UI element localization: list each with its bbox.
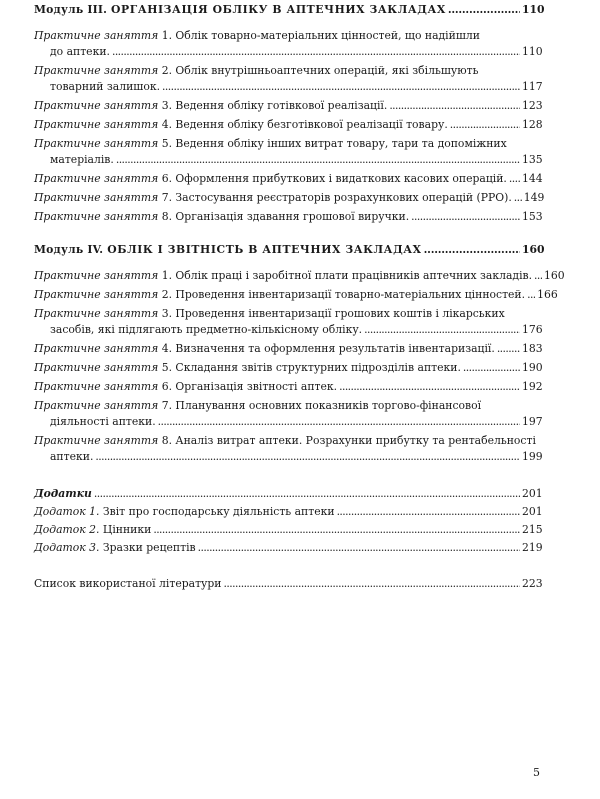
entry-title: 4. Визначення та оформлення результатів інвентаризації. [161, 342, 495, 355]
entry-page: 123 [522, 99, 543, 112]
entry-text [34, 98, 387, 114]
entry-label: Практичне заняття [34, 399, 159, 412]
entry-page: 197 [522, 415, 543, 428]
entry-title: 8. Аналіз витрат аптеки. Розрахунки прибутку та рентабельності [161, 434, 536, 447]
entry-title-cont: діяльності аптеки. [50, 415, 156, 428]
entry-title: 2. Проведення інвентаризації товарно-матеріальних цінностей. [161, 288, 526, 301]
entry-line [34, 117, 543, 133]
toc-entry[interactable] [34, 341, 543, 357]
entry-text [34, 209, 409, 225]
dot-leader [162, 79, 520, 95]
module-page: 160 [522, 243, 545, 256]
entry-last-line [34, 44, 543, 60]
toc-entry[interactable] [34, 209, 543, 225]
dot-leader [116, 152, 520, 168]
appendix-item-label: Додаток 3. [34, 541, 100, 554]
appendix-item-page: 219 [522, 541, 543, 554]
entry-first-line [34, 136, 540, 152]
module-heading[interactable] [34, 242, 545, 258]
appendix-item[interactable] [34, 522, 543, 538]
entry-label: Практичне заняття [34, 29, 159, 42]
dot-leader [534, 268, 542, 284]
dot-leader [339, 379, 520, 395]
entry-page: 199 [522, 450, 543, 463]
entry-label: Практичне заняття [34, 191, 159, 204]
entry-title-cont: аптеки. [50, 450, 94, 463]
dot-leader [509, 171, 520, 187]
toc-entry[interactable] [34, 398, 543, 430]
appendix-heading[interactable] [34, 486, 543, 502]
entry-title: 1. Облік праці і заробітної плати працівників аптечних закладів. [161, 269, 533, 282]
entry-title: 5. Складання звітів структурних підрозділів аптеки. [161, 361, 461, 374]
entry-page: 153 [522, 210, 543, 223]
entry-page: 144 [522, 172, 543, 185]
entry-text [34, 341, 495, 357]
entry-last-line [34, 322, 543, 338]
entry-page: 176 [522, 323, 543, 336]
entry-title: 3. Проведення інвентаризації грошових коштів і лікарських [161, 307, 505, 320]
entry-label: Практичне заняття [34, 269, 159, 282]
dot-leader [224, 576, 520, 592]
entry-last-line [34, 414, 543, 430]
entry-title: 4. Ведення обліку безготівкової реалізації товару. [161, 118, 448, 131]
module-title [34, 2, 446, 18]
dot-leader [497, 341, 520, 357]
entry-title: 3. Ведення обліку готівкової реалізації. [161, 99, 388, 112]
dot-leader [337, 504, 520, 520]
entry-line [34, 268, 565, 284]
entry-last-line [34, 79, 543, 95]
toc-entry[interactable] [34, 287, 558, 303]
dot-leader [158, 414, 520, 430]
entry-label: Практичне заняття [34, 307, 159, 320]
references-entry[interactable] [34, 576, 543, 592]
entry-line [34, 171, 543, 187]
entry-title-cont: до аптеки. [50, 45, 110, 58]
entry-label: Практичне заняття [34, 99, 159, 112]
entry-label: Практичне заняття [34, 210, 159, 223]
appendix-page: 201 [522, 487, 543, 500]
entry-text [34, 268, 532, 284]
entry-title: 6. Оформлення прибуткових і видаткових касових операцій. [161, 172, 507, 185]
entry-label: Практичне заняття [34, 118, 159, 131]
appendix-item-page: 215 [522, 523, 543, 536]
dot-leader [448, 2, 520, 18]
entry-title: 1. Облік товарно-матеріальних цінностей, що надійшли [161, 29, 480, 42]
toc-entry[interactable] [34, 360, 543, 376]
entry-page: 128 [522, 118, 543, 131]
toc-entry[interactable] [34, 63, 543, 95]
appendix-item-text [34, 504, 335, 520]
module-number: Модуль III. [34, 3, 108, 16]
entry-label: Практичне заняття [34, 172, 159, 185]
entry-title: 8. Організація здавання грошової виручки. [161, 210, 410, 223]
entry-text [34, 379, 337, 395]
dot-leader [364, 322, 520, 338]
appendix-title: Додатки [34, 487, 92, 500]
toc-entry[interactable] [34, 433, 543, 465]
module-page: 110 [522, 3, 545, 16]
entry-label: Практичне заняття [34, 342, 159, 355]
entry-page: 166 [537, 288, 558, 301]
dot-leader [463, 360, 520, 376]
dot-leader [424, 242, 520, 258]
module-number: Модуль IV. [34, 243, 104, 256]
entry-text [34, 360, 461, 376]
toc-entry[interactable] [34, 28, 543, 60]
toc-entry[interactable] [34, 379, 543, 395]
entry-page: 117 [522, 80, 543, 93]
appendix-item-title: Зразки рецептів [102, 541, 196, 554]
entry-line [34, 287, 558, 303]
references-title: Список використаної літератури [34, 577, 222, 590]
dot-leader [389, 98, 520, 114]
dot-leader [153, 522, 520, 538]
entry-line [34, 341, 543, 357]
appendix-item[interactable] [34, 504, 543, 520]
entry-label: Практичне заняття [34, 137, 159, 150]
entry-title: 6. Організація звітності аптек. [161, 380, 338, 393]
entry-line [34, 98, 543, 114]
dot-leader [527, 287, 535, 303]
appendix-item-label: Додаток 1. [34, 505, 100, 518]
module-name: ОРГАНІЗАЦІЯ ОБЛІКУ В АПТЕЧНИХ ЗАКЛАДАХ [111, 3, 446, 16]
entry-first-line [34, 433, 540, 449]
entry-title: 7. Застосування реєстраторів розрахункових операцій (РРО). [161, 191, 512, 204]
entry-line [34, 209, 543, 225]
entry-title-cont: матеріалів. [50, 153, 114, 166]
entry-page: 160 [544, 269, 565, 282]
entry-label: Практичне заняття [34, 434, 159, 447]
entry-page: 190 [522, 361, 543, 374]
dot-leader [94, 486, 520, 502]
entry-title: 2. Облік внутрішньоаптечних операцій, які збільшують [161, 64, 479, 77]
appendix-item-text [34, 522, 151, 538]
toc-entry[interactable] [34, 117, 543, 133]
entry-line [34, 379, 543, 395]
appendix-item-title: Цінники [102, 523, 152, 536]
entry-line [34, 190, 545, 206]
module-heading[interactable] [34, 2, 545, 18]
entry-first-line [34, 306, 540, 322]
dot-leader [514, 190, 522, 206]
entry-line [34, 360, 543, 376]
toc-entry[interactable] [34, 306, 543, 338]
module-name: ОБЛІК І ЗВІТНІСТЬ В АПТЕЧНИХ ЗАКЛАДАХ [107, 243, 422, 256]
module-title [34, 242, 422, 258]
entry-last-line [34, 152, 543, 168]
entry-first-line [34, 398, 540, 414]
dot-leader [198, 540, 520, 556]
appendix-item-title: Звіт про господарську діяльність аптеки [102, 505, 335, 518]
entry-first-line [34, 28, 540, 44]
entry-text [34, 117, 448, 133]
entry-page: 192 [522, 380, 543, 393]
toc-entry[interactable] [34, 268, 565, 284]
toc-entry[interactable] [34, 171, 543, 187]
appendix-item[interactable] [34, 540, 543, 556]
entry-title: 7. Планування основних показників торгово-фінансової [161, 399, 482, 412]
entry-title: 5. Ведення обліку інших витрат товару, тари та допоміжних [161, 137, 507, 150]
toc-entry[interactable] [34, 98, 543, 114]
entry-page: 183 [522, 342, 543, 355]
dot-leader [95, 449, 520, 465]
dot-leader [112, 44, 520, 60]
table-of-contents [34, 0, 565, 592]
entry-first-line [34, 63, 540, 79]
entry-page: 149 [523, 191, 545, 204]
entry-label: Практичне заняття [34, 380, 159, 393]
dot-leader [411, 209, 520, 225]
entry-label: Практичне заняття [34, 64, 159, 77]
toc-entry[interactable] [34, 136, 543, 168]
page-number: 5 [533, 766, 540, 779]
references-page: 223 [522, 577, 543, 590]
entry-text [34, 190, 512, 206]
appendix-item-label: Додаток 2. [34, 523, 100, 536]
dot-leader [450, 117, 520, 133]
entry-text [34, 287, 525, 303]
entry-label: Практичне заняття [34, 288, 159, 301]
entry-label: Практичне заняття [34, 361, 159, 374]
appendix-item-page: 201 [522, 505, 543, 518]
entry-title-cont: товарний залишок. [50, 80, 161, 93]
entry-page: 110 [522, 45, 543, 58]
toc-entry[interactable] [34, 190, 545, 206]
appendix-item-text [34, 540, 196, 556]
entry-page: 135 [522, 153, 543, 166]
entry-text [34, 171, 507, 187]
entry-last-line [34, 449, 543, 465]
entry-title-cont: засобів, які підлягають предметно-кількісному обліку. [50, 323, 363, 336]
